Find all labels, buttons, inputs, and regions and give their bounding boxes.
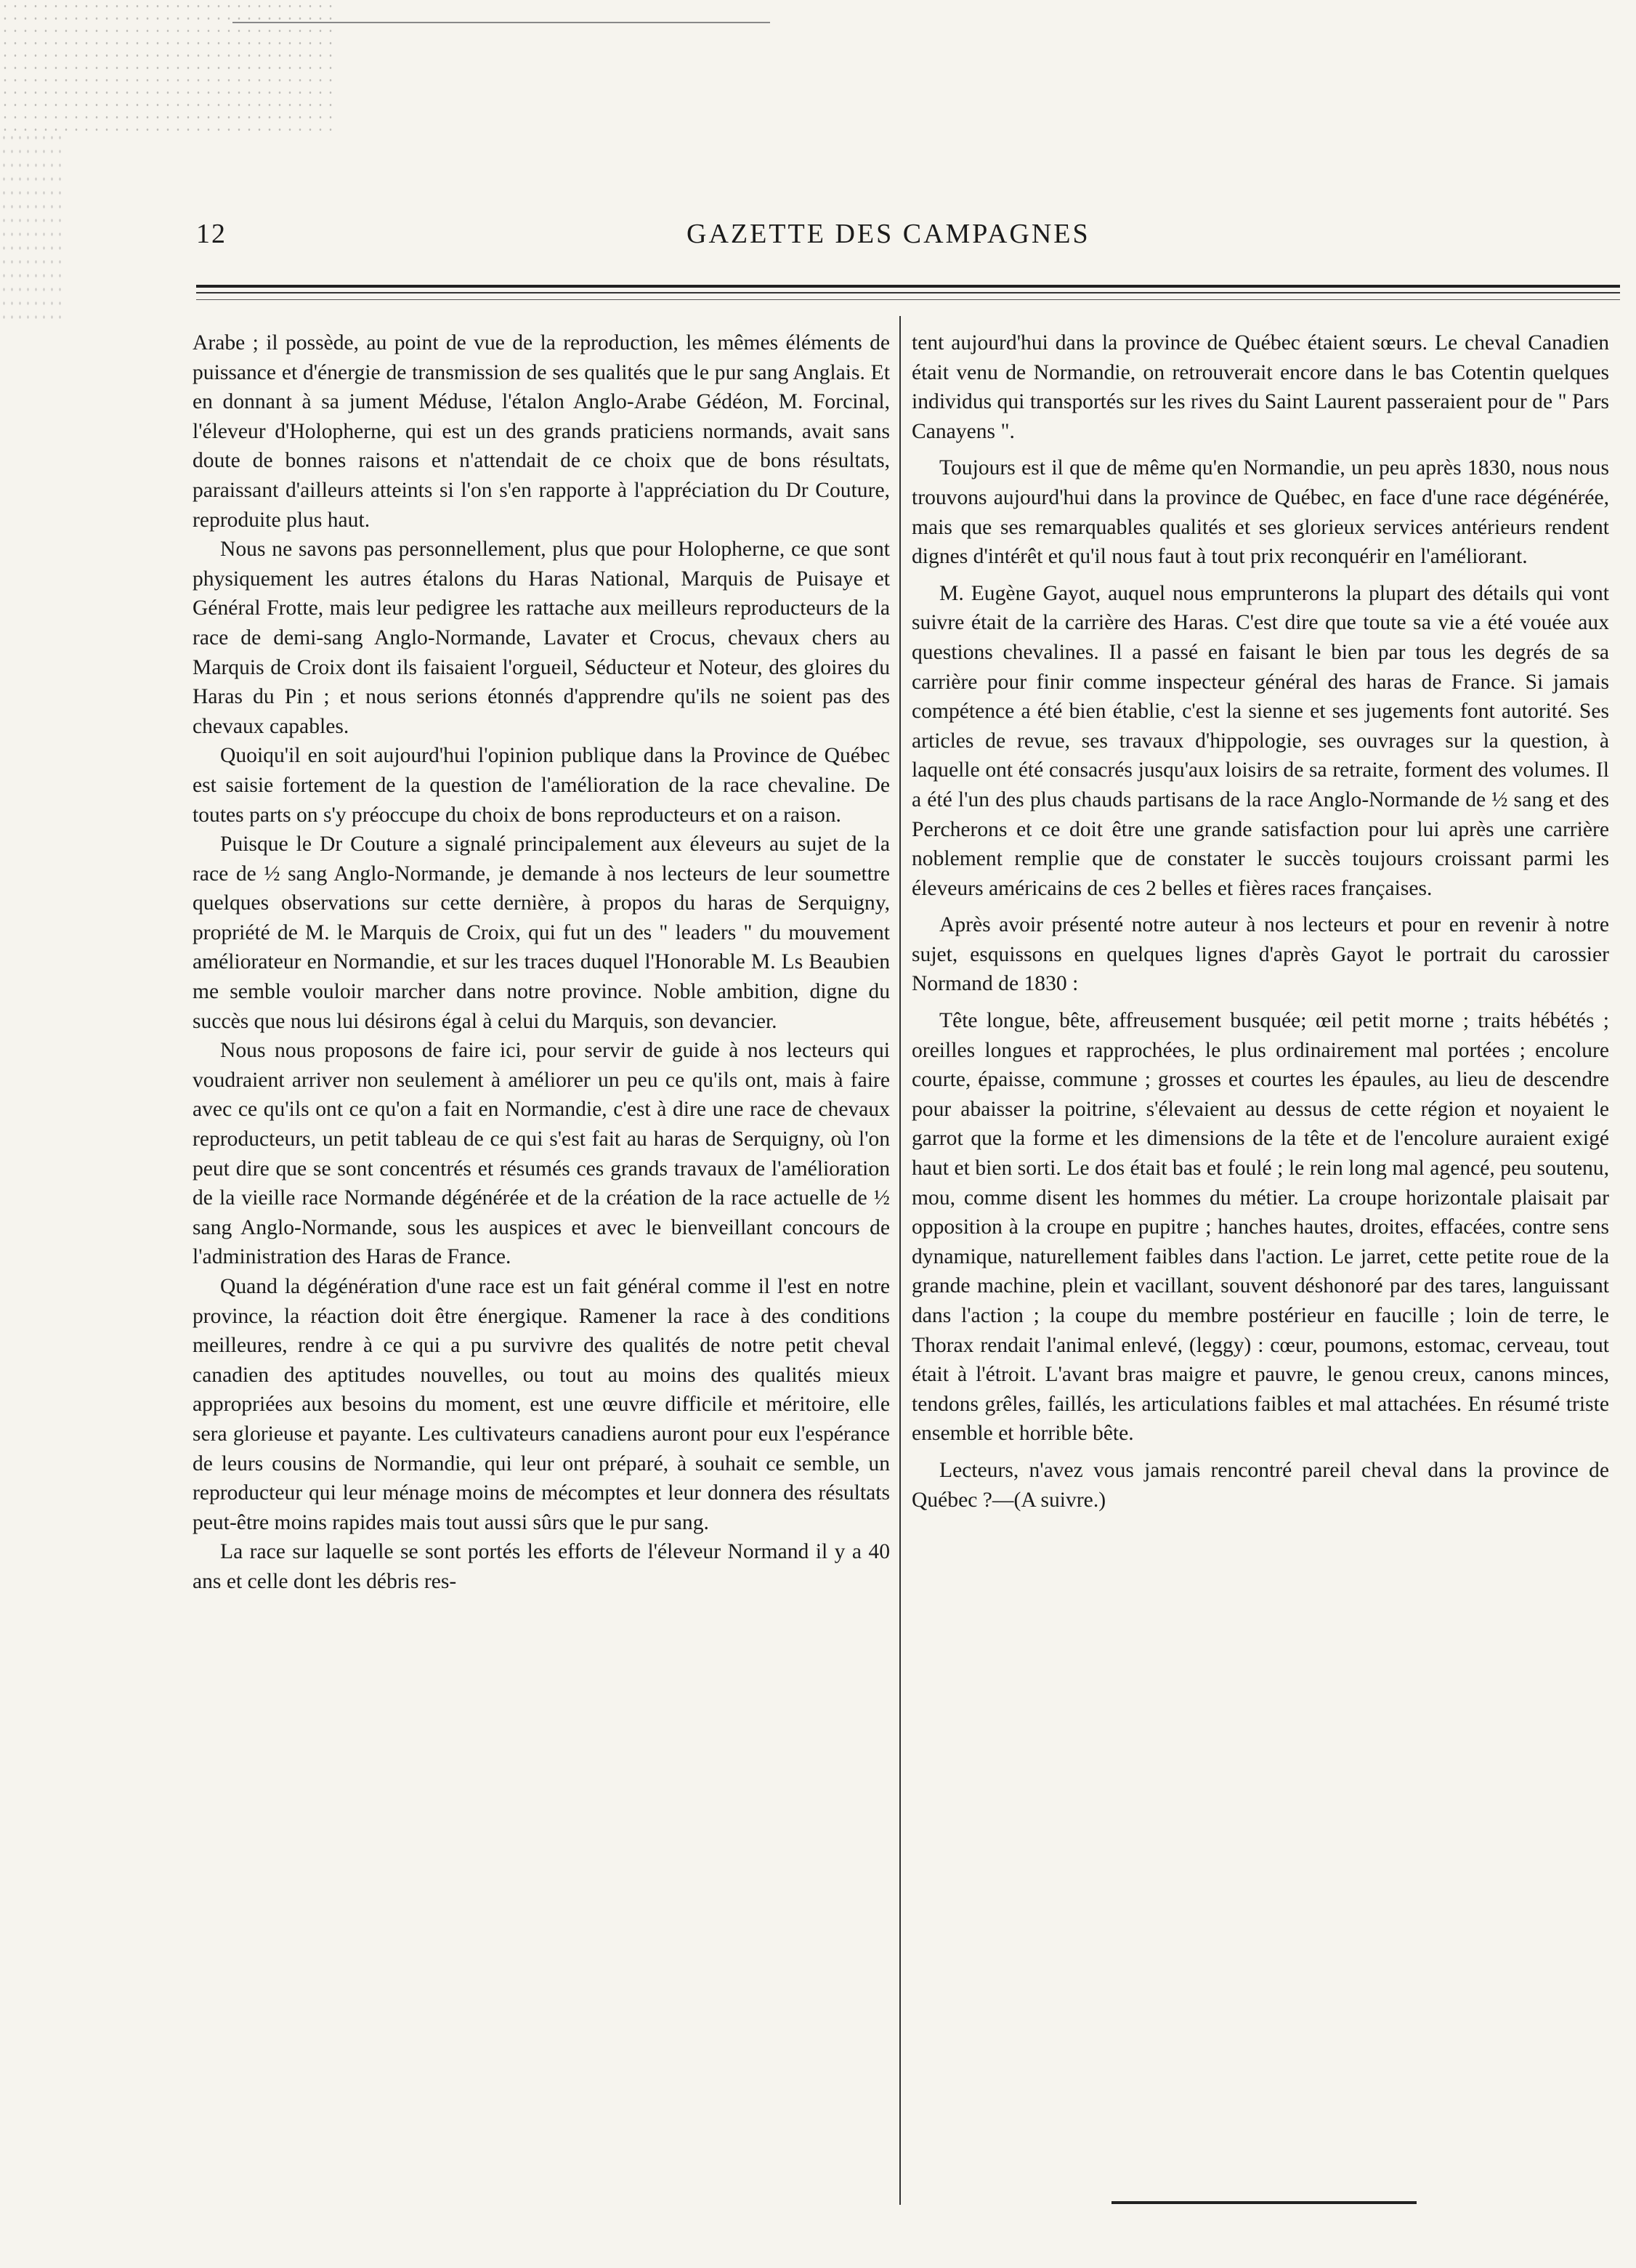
column-divider xyxy=(899,316,901,2205)
right-column xyxy=(912,328,1609,1515)
left-column xyxy=(193,328,890,1597)
right-paragraph-3: M. Eugène Gayot, auquel nous emprunterons la plupart des détails qui vont suivre était de la carrière des Haras. C'est dire que toute sa vie a été vouée aux questions chevalines. Il a passé en faisant le bien par tous les degrés de sa carrière pour finir comme inspecteur général des haras de France. Si jamais compétence a été bien établie, c'est la sienne et ses jugements font autorité. Ses articles de revue, ses travaux d'hippologie, ses ouvrages sur la question, à laquelle ont été consacrés jusqu'aux loisirs de sa retraite, forment des volumes. Il a été l'un des plus chauds partisans de la race Anglo-Normande de ½ sang et des Percherons et ce doit être une grande satisfaction pour lui après une carrière noblement remplie que de constater le succès toujours croissant parmi les éleveurs américains de ces 2 belles et fières races françaises. xyxy=(912,581,1609,900)
scan-speckle xyxy=(0,0,334,131)
page-number: 12 xyxy=(196,219,227,249)
header-rule-thick xyxy=(196,285,1620,288)
right-paragraph-2: Toujours est il que de même qu'en Normandie, un peu après 1830, nous nous trouvons aujourd'hui dans la province de Québec, en face d'une race dégénérée, mais que ses remarquables qualités et ses glorieux services antérieurs rendent dignes d'intérêt et qu'il nous faut à tout prix reconquérir en l'améliorant. xyxy=(912,456,1609,569)
right-paragraph-6: Lecteurs, n'avez vous jamais rencontré pareil cheval dans la province de Québec ?—(A suivre.) xyxy=(912,1458,1609,1512)
right-paragraph-1: tent aujourd'hui dans la province de Québec étaient sœurs. Le cheval Canadien était venu de Normandie, on retrouverait encore dans le bas Cotentin quelques individus qui transportés sur les rives du Saint Laurent passeraient pour de " Pars Canayens ". xyxy=(912,331,1609,443)
left-paragraph-3: Quoiqu'il en soit aujourd'hui l'opinion publique dans la Province de Québec est saisie fortement de la question de l'amélioration de la race chevaline. De toutes parts on s'y préoccupe du choix de bons reproducteurs et on a raison. xyxy=(193,744,890,827)
right-paragraph-4: Après avoir présenté notre auteur à nos lecteurs et pour en revenir à notre sujet, esquissons en quelques lignes d'après Gayot le portrait du carossier Normand de 1830 : xyxy=(912,913,1609,996)
journal-title: GAZETTE DES CAMPAGNES xyxy=(687,219,1090,249)
page-header xyxy=(196,218,1635,262)
left-paragraph-7: La race sur laquelle se sont portés les efforts de l'éleveur Normand il y a 40 ans et celle dont les débris res- xyxy=(193,1540,890,1593)
right-paragraph-5: Tête longue, bête, affreusement busquée; œil petit morne ; traits hébétés ; oreilles longues et rapprochées, le plus ordinairement mal portées ; encolure courte, épaisse, commune ; grosses et courtes les épaules, au lieu de descendre pour abaisser la poitrine, s'élevaient au dessus de cette région et noyaient le garrot que la forme et les dimensions de la tête et de l'encolure auraient exigé haut et bien sorti. Le dos était bas et foulé ; le rein long mal agencé, peu soutenu, mou, comme disent les hommes du métier. La croupe horizontale plaisait par opposition à la croupe en pupitre ; hanches hautes, droites, effacées, contre sens dynamique, naturellement faibles dans l'action. Le jarret, cette petite roue de la grande machine, plein et vacillant, souvent déshonoré par des tares, languissant dans l'action ; la coupe du membre postérieur en faucille ; loin de terre, le Thorax rendait l'animal enlevé, (leggy) : cœur, poumons, estomac, cerveau, tout était à l'étroit. L'avant bras maigre et pauvre, le genou creux, canons minces, tendons grêles, faillés, les articulations faibles et mal attachées. En résumé triste ensemble et horrible bête. xyxy=(912,1009,1609,1446)
article-end-rule xyxy=(1111,2201,1417,2204)
left-paragraph-1: Arabe ; il possède, au point de vue de la reproduction, les mêmes éléments de puissance et d'énergie de transmission de ses qualités que le pur sang Anglais. Et en donnant à sa jument Méduse, l'étalon Anglo-Arabe Gédéon, M. Forcinal, l'éleveur d'Holopherne, qui est un des grands praticiens normands, avait sans doute de bonnes raisons et n'attendait de ce choix que de bons résultats, paraissant d'ailleurs atteints si l'on s'en rapporte à l'appréciation du Dr Couture, reproduite plus haut. xyxy=(193,331,890,532)
header-rule-thin xyxy=(196,292,1620,293)
left-paragraph-2: Nous ne savons pas personnellement, plus que pour Holopherne, ce que sont physiquement les autres étalons du Haras National, Marquis de Puisaye et Général Frotte, mais leur pedigree les rattache aux meilleurs reproducteurs de la race de demi-sang Anglo-Normande, Lavater et Crocus, chevaux chers au Marquis de Croix dont ils faisaient l'orgueil, Séducteur et Noteur, des gloires du Haras du Pin ; et nous serions étonnés d'apprendre qu'ils ne soient pas des chevaux capables. xyxy=(193,538,890,738)
scan-speckle-margin xyxy=(0,131,65,320)
left-paragraph-6: Quand la dégénération d'une race est un fait général comme il l'est en notre province, la réaction doit être énergique. Ramener la race à des conditions meilleures, rendre à ce qui a pu survivre des qualités de notre petit cheval canadien des aptitudes nouvelles, ou tout au moins des qualités mieux appropriées aux besoins du moment, est une œuvre difficile et méritoire, elle sera glorieuse et payante. Les cultivateurs canadiens auront pour eux l'espérance de leurs cousins de Normandie, qui leur ont préparé, à souhait ce semble, un reproducteur qui leur ménage moins de mécomptes et leur donnera des résultats peut-être moins rapides mais tout aussi sûrs que le pur sang. xyxy=(193,1275,890,1534)
top-scan-line xyxy=(232,22,770,23)
left-paragraph-5: Nous nous proposons de faire ici, pour servir de guide à nos lecteurs qui voudraient arriver non seulement à améliorer un peu ce qu'ils ont, mais à faire avec ce qu'ils ont ce qu'on a fait en Normandie, c'est à dire une race de chevaux reproducteurs, un petit tableau de ce qui s'est fait au haras de Serquigny, où l'on peut dire que se sont concentrés et résumés ces grands travaux de l'amélioration de la vieille race Normande dégénérée et de la création de la race actuelle de ½ sang Anglo-Normande, sous les auspices et avec le bienveillant concours de l'administration des Haras de France. xyxy=(193,1039,890,1269)
header-rule-hairline xyxy=(196,299,1620,300)
left-paragraph-4: Puisque le Dr Couture a signalé principalement aux éleveurs au sujet de la race de ½ sang Anglo-Normande, je demande à nos lecteurs de leur soumettre quelques observations sur cette dernière, à propos du haras de Serquigny, propriété de M. le Marquis de Croix, qui fut un des " leaders " du mouvement améliorateur en Normandie, et sur les traces duquel l'Honorable M. Ls Beaubien me semble vouloir marcher dans notre province. Noble ambition, digne du succès que nous lui désirons égal à celui du Marquis, son devancier. xyxy=(193,833,890,1033)
